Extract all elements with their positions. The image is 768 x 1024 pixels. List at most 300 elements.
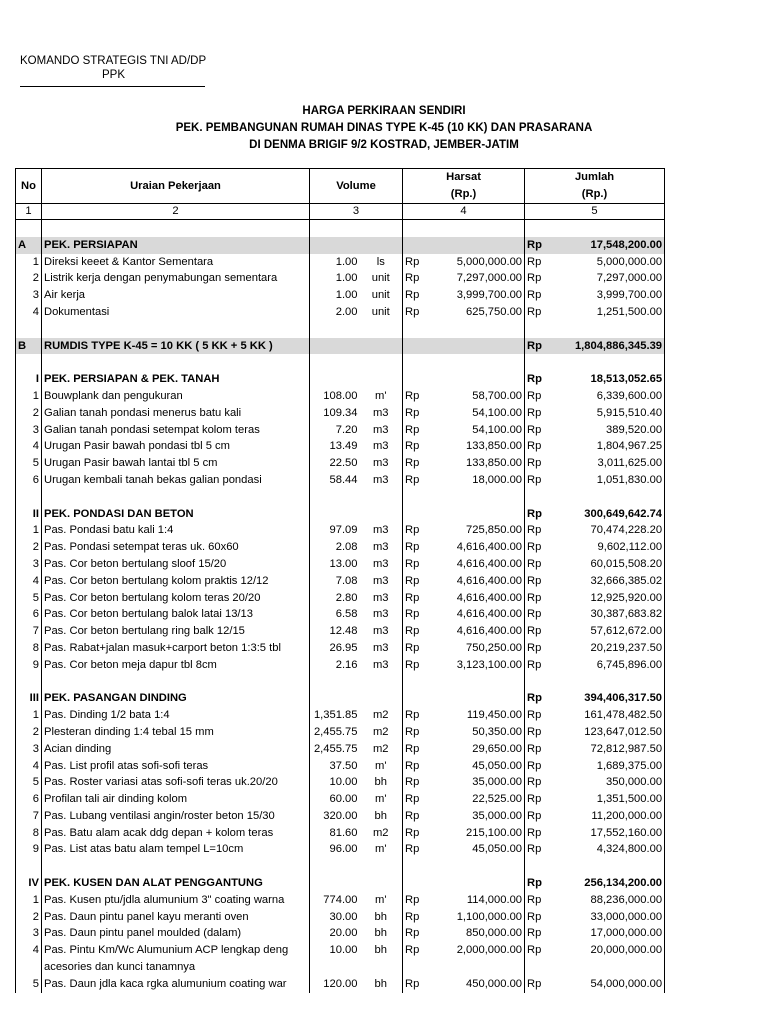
item-description: Listrik kerja dengan penymabungan sementara xyxy=(42,270,310,287)
item-unit-price: 1,100,000.00 xyxy=(456,910,523,923)
item-amount: 72,812,987.50 xyxy=(549,741,665,758)
item-amount: 7,297,000.00 xyxy=(549,270,665,287)
item-price-currency: Rp xyxy=(403,304,425,321)
item-number: 2 xyxy=(16,270,42,287)
empty-cell xyxy=(360,237,403,254)
empty-cell xyxy=(403,959,425,976)
item-unit: m2 xyxy=(372,826,389,839)
item-volume: 37.50 xyxy=(310,758,360,775)
item-row xyxy=(16,287,665,304)
item-unit-price: 29,650.00 xyxy=(472,742,523,755)
item-unit-price: 4,616,400.00 xyxy=(456,625,523,638)
item-row xyxy=(16,539,665,556)
empty-cell xyxy=(360,506,403,523)
item-unit-price: 4,616,400.00 xyxy=(456,541,523,554)
item-description: Direksi keeet & Kantor Sementara xyxy=(42,254,310,271)
item-price-currency: Rp xyxy=(403,556,425,573)
header-amount-currency: (Rp.) xyxy=(525,186,665,204)
item-amount: 20,219,237.50 xyxy=(549,640,665,657)
item-amount-currency: Rp xyxy=(525,808,549,825)
project-title: PEK. PEMBANGUNAN RUMAH DINAS TYPE K-45 (10 KK) DAN PRASARANA xyxy=(175,122,593,134)
item-unit: m3 xyxy=(372,658,389,671)
header-no: No xyxy=(16,169,42,204)
item-row xyxy=(16,422,665,439)
section-total: 18,513,052.65 xyxy=(549,371,665,388)
empty-cell xyxy=(403,354,425,371)
empty-cell xyxy=(549,489,665,506)
empty-cell xyxy=(310,354,360,371)
item-number: 4 xyxy=(16,758,42,775)
item-amount: 6,745,896.00 xyxy=(549,657,665,674)
empty-cell xyxy=(16,959,42,976)
spacer-row xyxy=(16,354,665,371)
section-number: IV xyxy=(16,875,42,892)
section-total: 300,649,642.74 xyxy=(549,506,665,523)
item-amount-currency: Rp xyxy=(525,388,549,405)
item-unit: m3 xyxy=(372,574,389,587)
item-price-currency: Rp xyxy=(403,741,425,758)
item-price-currency: Rp xyxy=(403,707,425,724)
section-title: PEK. PASANGAN DINDING xyxy=(42,690,310,707)
empty-cell xyxy=(360,690,403,707)
item-number: 4 xyxy=(16,942,42,959)
item-unit-price: 3,123,100.00 xyxy=(456,658,523,671)
section-total: 256,134,200.00 xyxy=(549,875,665,892)
item-volume: 7.08 xyxy=(310,573,360,590)
item-volume: 108.00 xyxy=(310,388,360,405)
empty-cell xyxy=(310,506,360,523)
header-amount: Jumlah xyxy=(525,169,665,187)
item-unit: m3 xyxy=(372,457,389,470)
item-description: Urugan kembali tanah bekas galian pondasi xyxy=(42,472,310,489)
empty-cell xyxy=(360,220,403,237)
empty-cell xyxy=(549,674,665,691)
empty-cell xyxy=(525,959,549,976)
empty-cell xyxy=(425,237,525,254)
empty-cell xyxy=(310,690,360,707)
item-unit-price: 18,000.00 xyxy=(472,473,523,486)
empty-cell xyxy=(525,858,549,875)
item-volume: 30.00 xyxy=(310,909,360,926)
item-number: 7 xyxy=(16,623,42,640)
item-unit-price: 2,000,000.00 xyxy=(456,944,523,957)
empty-cell xyxy=(403,321,425,338)
item-volume: 2.00 xyxy=(310,304,360,321)
item-amount-currency: Rp xyxy=(525,724,549,741)
item-row xyxy=(16,657,665,674)
item-row xyxy=(16,522,665,539)
item-volume: 1.00 xyxy=(310,287,360,304)
section-currency: Rp xyxy=(525,338,549,355)
item-description: Pas. Cor beton bertulang kolom praktis 12/12 xyxy=(42,573,310,590)
item-price-currency: Rp xyxy=(403,909,425,926)
item-unit: m3 xyxy=(372,524,389,537)
item-amount-currency: Rp xyxy=(525,892,549,909)
item-description: Pas. Dinding 1/2 bata 1:4 xyxy=(42,707,310,724)
empty-cell xyxy=(360,875,403,892)
empty-cell xyxy=(403,338,425,355)
item-volume: 1.00 xyxy=(310,270,360,287)
item-unit-price: 114,000.00 xyxy=(466,893,523,906)
item-description: Pas. Pintu Km/Wc Alumunium ACP lengkap deng xyxy=(42,942,310,959)
item-volume: 13.00 xyxy=(310,556,360,573)
empty-cell xyxy=(16,858,42,875)
item-description: Pas. Pondasi batu kali 1:4 xyxy=(42,522,310,539)
spacer-row xyxy=(16,321,665,338)
item-unit-price: 4,616,400.00 xyxy=(456,574,523,587)
item-unit-price: 54,100.00 xyxy=(472,406,523,419)
item-amount-currency: Rp xyxy=(525,606,549,623)
empty-cell xyxy=(42,321,310,338)
empty-cell xyxy=(549,321,665,338)
empty-cell xyxy=(525,674,549,691)
empty-cell xyxy=(16,220,42,237)
item-unit: m3 xyxy=(372,591,389,604)
item-price-currency: Rp xyxy=(403,606,425,623)
empty-cell xyxy=(425,321,525,338)
item-amount-currency: Rp xyxy=(525,640,549,657)
item-amount: 17,552,160.00 xyxy=(549,825,665,842)
empty-cell xyxy=(360,321,403,338)
item-amount: 123,647,012.50 xyxy=(549,724,665,741)
item-unit-price: 3,999,700.00 xyxy=(456,289,523,302)
item-price-currency: Rp xyxy=(403,438,425,455)
item-amount-currency: Rp xyxy=(525,774,549,791)
item-amount: 1,351,500.00 xyxy=(549,791,665,808)
section-title: PEK. PERSIAPAN xyxy=(42,237,310,254)
empty-cell xyxy=(16,321,42,338)
item-unit: m3 xyxy=(372,557,389,570)
section-title: PEK. KUSEN DAN ALAT PENGGANTUNG xyxy=(42,875,310,892)
item-unit: bh xyxy=(374,776,387,789)
empty-cell xyxy=(549,220,665,237)
item-row xyxy=(16,707,665,724)
item-description: Pas. Pondasi setempat teras uk. 60x60 xyxy=(42,539,310,556)
item-description: Pas. List atas batu alam tempel L=10cm xyxy=(42,841,310,858)
header-unit-price-currency: (Rp.) xyxy=(403,186,525,204)
item-unit-price: 850,000.00 xyxy=(466,927,523,940)
organization-header xyxy=(20,54,206,82)
item-row xyxy=(16,388,665,405)
item-amount: 3,011,625.00 xyxy=(549,455,665,472)
empty-cell xyxy=(525,489,549,506)
item-volume: 109.34 xyxy=(310,405,360,422)
item-description: Dokumentasi xyxy=(42,304,310,321)
item-row xyxy=(16,741,665,758)
empty-cell xyxy=(360,371,403,388)
item-volume: 96.00 xyxy=(310,841,360,858)
empty-cell xyxy=(310,858,360,875)
item-volume: 58.44 xyxy=(310,472,360,489)
item-unit: bh xyxy=(374,809,387,822)
item-volume: 7.20 xyxy=(310,422,360,439)
item-number: 5 xyxy=(16,976,42,993)
item-row xyxy=(16,623,665,640)
item-unit: m3 xyxy=(372,641,389,654)
item-number: 9 xyxy=(16,657,42,674)
item-unit: m3 xyxy=(372,473,389,486)
item-amount-currency: Rp xyxy=(525,590,549,607)
organization-name: KOMANDO STRATEGIS TNI AD/DP xyxy=(20,55,207,67)
item-amount: 88,236,000.00 xyxy=(549,892,665,909)
item-price-currency: Rp xyxy=(403,758,425,775)
empty-cell xyxy=(360,674,403,691)
item-description: Urugan Pasir bawah pondasi tbl 5 cm xyxy=(42,438,310,455)
empty-cell xyxy=(549,354,665,371)
item-amount-currency: Rp xyxy=(525,976,549,993)
item-unit-price: 45,050.00 xyxy=(472,843,523,856)
item-unit-price: 7,297,000.00 xyxy=(456,272,523,285)
section-number: II xyxy=(16,506,42,523)
section-currency: Rp xyxy=(525,237,549,254)
item-unit: m3 xyxy=(372,440,389,453)
item-amount-currency: Rp xyxy=(525,841,549,858)
header-unit-price: Harsat xyxy=(403,169,525,187)
item-unit: bh xyxy=(374,910,387,923)
item-amount: 32,666,385.02 xyxy=(549,573,665,590)
item-number: 5 xyxy=(16,774,42,791)
empty-cell xyxy=(310,237,360,254)
item-row xyxy=(16,791,665,808)
item-amount: 4,324,800.00 xyxy=(549,841,665,858)
empty-cell xyxy=(42,674,310,691)
item-unit-price: 625,750.00 xyxy=(466,305,523,318)
item-volume: 1,351.85 xyxy=(310,707,360,724)
item-amount: 6,339,600.00 xyxy=(549,388,665,405)
item-unit-price: 750,250.00 xyxy=(466,641,523,654)
item-price-currency: Rp xyxy=(403,522,425,539)
section-total: 1,804,886,345.39 xyxy=(549,338,665,355)
item-description: Profilan tali air dinding kolom xyxy=(42,791,310,808)
item-price-currency: Rp xyxy=(403,925,425,942)
item-amount: 54,000,000.00 xyxy=(549,976,665,993)
item-number: 3 xyxy=(16,287,42,304)
item-unit: bh xyxy=(374,977,387,990)
item-unit-price: 4,616,400.00 xyxy=(456,608,523,621)
header-description: Uraian Pekerjaan xyxy=(42,169,310,204)
item-price-currency: Rp xyxy=(403,892,425,909)
item-unit: bh xyxy=(374,927,387,940)
empty-cell xyxy=(425,220,525,237)
empty-cell xyxy=(525,321,549,338)
item-volume: 81.60 xyxy=(310,825,360,842)
item-price-currency: Rp xyxy=(403,287,425,304)
section-title: PEK. PERSIAPAN & PEK. TANAH xyxy=(42,371,310,388)
spacer-row xyxy=(16,674,665,691)
item-unit-price: 5,000,000.00 xyxy=(456,255,523,268)
item-row xyxy=(16,472,665,489)
item-amount-currency: Rp xyxy=(525,825,549,842)
item-description: Pas. Cor beton bertulang balok latai 13/13 xyxy=(42,606,310,623)
item-unit-price: 4,616,400.00 xyxy=(456,591,523,604)
empty-cell xyxy=(403,237,425,254)
item-number: 1 xyxy=(16,254,42,271)
empty-cell xyxy=(525,220,549,237)
item-amount: 5,915,510.40 xyxy=(549,405,665,422)
empty-cell xyxy=(403,875,425,892)
item-amount-currency: Rp xyxy=(525,287,549,304)
item-row xyxy=(16,758,665,775)
table-header xyxy=(16,169,665,220)
section-currency: Rp xyxy=(525,875,549,892)
item-unit-price: 54,100.00 xyxy=(472,423,523,436)
item-description: Pas. Kusen ptu/jdla alumunium 3" coating warna xyxy=(42,892,310,909)
item-description: Urugan Pasir bawah lantai tbl 5 cm xyxy=(42,455,310,472)
item-amount: 1,689,375.00 xyxy=(549,758,665,775)
item-description: Pas. Cor beton meja dapur tbl 8cm xyxy=(42,657,310,674)
spacer-row xyxy=(16,220,665,237)
item-unit: m2 xyxy=(372,709,389,722)
item-amount: 20,000,000.00 xyxy=(549,942,665,959)
item-number: 3 xyxy=(16,422,42,439)
item-amount: 12,925,920.00 xyxy=(549,590,665,607)
item-description: Pas. Rabat+jalan masuk+carport beton 1:3:5 tbl xyxy=(42,640,310,657)
item-row xyxy=(16,573,665,590)
empty-cell xyxy=(310,674,360,691)
item-row xyxy=(16,640,665,657)
item-volume: 320.00 xyxy=(310,808,360,825)
col-number-3: 3 xyxy=(310,204,403,220)
item-row xyxy=(16,606,665,623)
item-amount: 161,478,482.50 xyxy=(549,707,665,724)
item-row xyxy=(16,254,665,271)
item-number: 6 xyxy=(16,606,42,623)
item-unit: m3 xyxy=(372,608,389,621)
item-description: Pas. Roster variasi atas sofi-sofi teras uk.20/20 xyxy=(42,774,310,791)
item-price-currency: Rp xyxy=(403,539,425,556)
item-volume: 6.58 xyxy=(310,606,360,623)
item-number: 6 xyxy=(16,791,42,808)
item-unit-price: 119,450.00 xyxy=(466,709,523,722)
section-row xyxy=(16,338,665,355)
item-amount: 70,474,228.20 xyxy=(549,522,665,539)
item-amount-currency: Rp xyxy=(525,741,549,758)
item-description: Pas. Daun jdla kaca rgka alumunium coating war xyxy=(42,976,310,993)
item-row xyxy=(16,405,665,422)
item-row xyxy=(16,270,665,287)
item-amount-currency: Rp xyxy=(525,925,549,942)
section-row xyxy=(16,690,665,707)
item-row xyxy=(16,304,665,321)
empty-cell xyxy=(425,354,525,371)
item-amount: 350,000.00 xyxy=(549,774,665,791)
item-description: Pas. Batu alam acak ddg depan + kolom teras xyxy=(42,825,310,842)
item-row xyxy=(16,724,665,741)
item-price-currency: Rp xyxy=(403,657,425,674)
item-price-currency: Rp xyxy=(403,774,425,791)
empty-cell xyxy=(360,354,403,371)
section-currency: Rp xyxy=(525,506,549,523)
item-row xyxy=(16,590,665,607)
item-row xyxy=(16,455,665,472)
item-number: 8 xyxy=(16,640,42,657)
item-amount-currency: Rp xyxy=(525,438,549,455)
item-number: 1 xyxy=(16,707,42,724)
item-amount: 9,602,112.00 xyxy=(549,539,665,556)
item-description: Galian tanah pondasi menerus batu kali xyxy=(42,405,310,422)
item-price-currency: Rp xyxy=(403,422,425,439)
item-amount: 1,804,967.25 xyxy=(549,438,665,455)
section-total: 394,406,317.50 xyxy=(549,690,665,707)
empty-cell xyxy=(16,354,42,371)
item-number: 6 xyxy=(16,472,42,489)
item-number: 3 xyxy=(16,741,42,758)
empty-cell xyxy=(42,489,310,506)
item-price-currency: Rp xyxy=(403,472,425,489)
item-row xyxy=(16,808,665,825)
col-number-5: 5 xyxy=(525,204,665,220)
item-amount-currency: Rp xyxy=(525,707,549,724)
empty-cell xyxy=(16,489,42,506)
item-row xyxy=(16,892,665,909)
spacer-row xyxy=(16,858,665,875)
item-unit-price: 22,525.00 xyxy=(472,793,523,806)
item-description: Pas. Cor beton bertulang sloof 15/20 xyxy=(42,556,310,573)
item-volume: 2.08 xyxy=(310,539,360,556)
empty-cell xyxy=(403,220,425,237)
item-description: Acian dinding xyxy=(42,741,310,758)
item-number: 2 xyxy=(16,724,42,741)
item-number: 2 xyxy=(16,405,42,422)
item-amount-currency: Rp xyxy=(525,623,549,640)
item-number: 4 xyxy=(16,304,42,321)
item-volume: 2.16 xyxy=(310,657,360,674)
item-volume: 774.00 xyxy=(310,892,360,909)
item-number: 4 xyxy=(16,438,42,455)
item-unit-price: 215,100.00 xyxy=(466,826,523,839)
item-price-currency: Rp xyxy=(403,405,425,422)
empty-cell xyxy=(425,338,525,355)
item-volume: 10.00 xyxy=(310,942,360,959)
item-description: Pas. Lubang ventilasi angin/roster beton 15/30 xyxy=(42,808,310,825)
empty-cell xyxy=(360,858,403,875)
empty-cell xyxy=(360,489,403,506)
item-description: Pas. Cor beton bertulang kolom teras 20/20 xyxy=(42,590,310,607)
section-number: A xyxy=(16,237,42,254)
item-unit-price: 133,850.00 xyxy=(466,457,523,470)
empty-cell xyxy=(310,220,360,237)
cost-estimate-table xyxy=(15,168,665,993)
header-volume: Volume xyxy=(310,169,403,204)
item-amount: 60,015,508.20 xyxy=(549,556,665,573)
empty-cell xyxy=(425,858,525,875)
item-number: 3 xyxy=(16,925,42,942)
item-unit-price: 725,850.00 xyxy=(466,524,523,537)
col-number-4: 4 xyxy=(403,204,525,220)
item-amount-currency: Rp xyxy=(525,556,549,573)
empty-cell xyxy=(360,338,403,355)
section-row xyxy=(16,875,665,892)
item-amount: 389,520.00 xyxy=(549,422,665,439)
item-description: Pas. List profil atas sofi-sofi teras xyxy=(42,758,310,775)
section-total: 17,548,200.00 xyxy=(549,237,665,254)
table-body xyxy=(16,220,665,993)
item-number: 2 xyxy=(16,909,42,926)
item-price-currency: Rp xyxy=(403,825,425,842)
section-currency: Rp xyxy=(525,371,549,388)
item-row xyxy=(16,438,665,455)
empty-cell xyxy=(42,354,310,371)
empty-cell xyxy=(310,875,360,892)
item-unit-price: 35,000.00 xyxy=(472,776,523,789)
item-volume: 10.00 xyxy=(310,774,360,791)
item-continuation-row xyxy=(16,959,665,976)
item-amount: 11,200,000.00 xyxy=(549,808,665,825)
empty-cell xyxy=(525,354,549,371)
item-row xyxy=(16,909,665,926)
item-description: Bouwplank dan pengukuran xyxy=(42,388,310,405)
item-row xyxy=(16,841,665,858)
